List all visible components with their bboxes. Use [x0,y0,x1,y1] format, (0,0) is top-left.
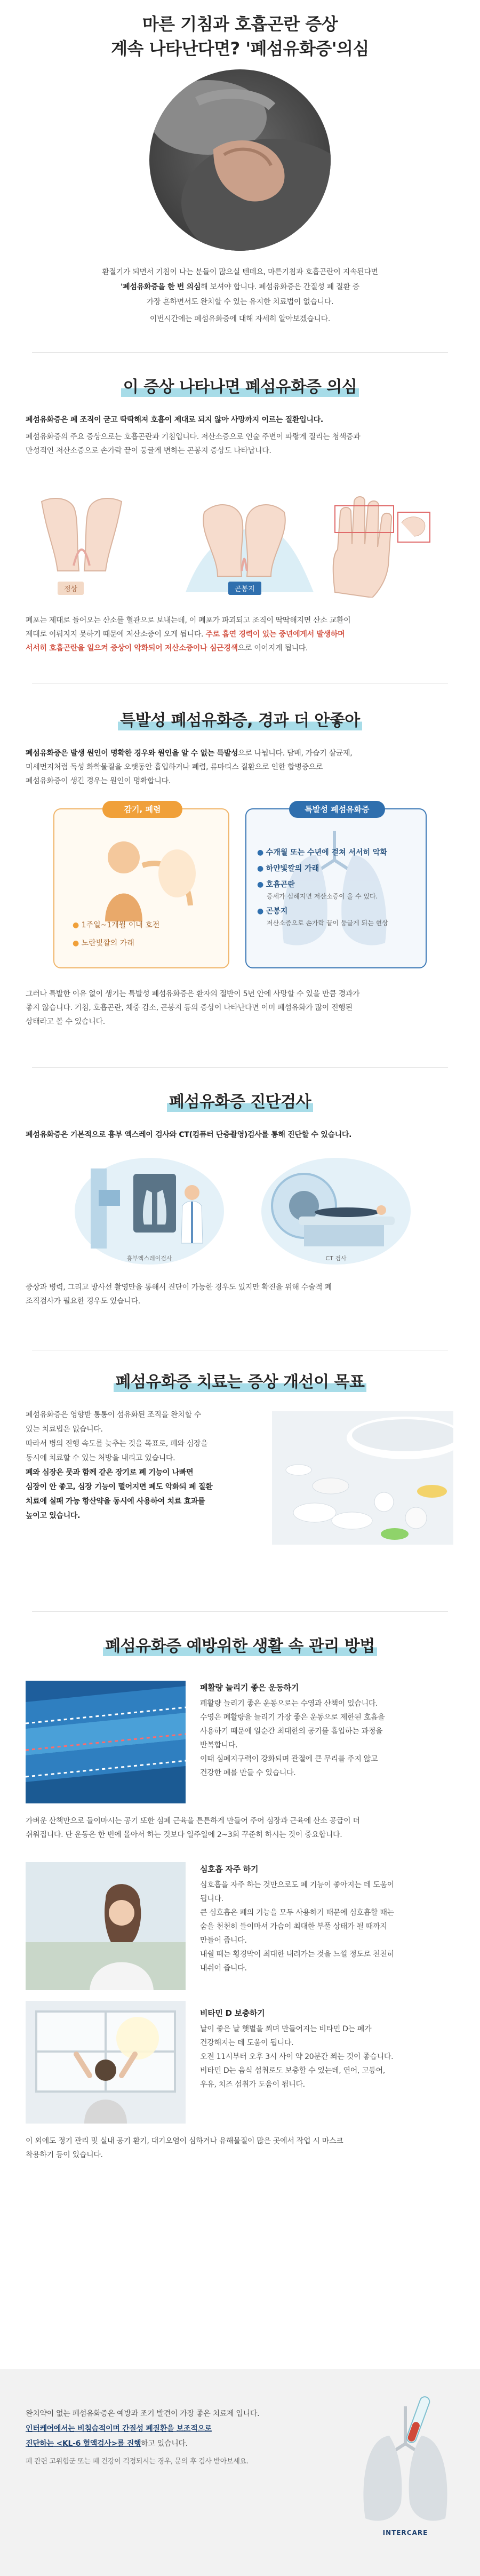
exercise-tip: 폐활량 늘리기 좋은 운동하기 폐활량 늘리기 좋은 운동으로는 수영과 산책이 있습니다. 수영은 폐활량을 늘리기 가장 좋은 운동으로 제한된 호흡을 사용하기 때문에 일순간 최대한의 공기를 흡입하는 과정을 반복합니다. 이때 심폐지구력이 강화되며 관절에 큰 무리를 주지 않고 건강한 폐를 만들 수 있습니다. [200,1683,385,1777]
other-tips-text: 이 외에도 정기 관리 및 실내 공기 환기, 대기오염이 심하거나 유해물질이 많은 곳에서 작업 시 마스크 착용하기 등이 있습니다. [26,2137,343,2159]
ct-illustration [256,1152,416,1270]
brand-logo: INTERCARE [382,2529,428,2537]
alveoli-text: 폐포는 제대로 들어오는 산소를 혈관으로 보내는데, 이 폐포가 파괴되고 조직이 딱딱해지면 산소 교환이 제대로 이뤄지지 못하기 때문에 저산소증이 오게 됩니다. 주로 흡연 경력이 있는 중년에게서 발생하며 서서히 호흡곤란을 일으켜 증상이 악화되어 저산소증이나 심근경색으로 이어지게 됩니다. [26,616,351,653]
hero-intro: 환절기가 되면서 기침이 나는 분들이 많으실 텐데요, 마른기침과 호흡곤란이 지속된다면 '폐섬유화증을 한 번 의심해 보셔야 합니다. 폐섬유화증은 간질성 폐 질환 중 가장 흔하면서도 완치할 수 있는 유지한 치료법이 없습니다. 이번시간에는 폐섬유화증에 대해 자세히 알아보겠습니다. [102,268,378,323]
ipf-item: ● 곤봉지 [257,907,288,916]
pills-image [272,1411,453,1545]
idiopathic-text: 폐섬유화증은 발생 원인이 명확한 경우와 원인을 알 수 없는 특발성으로 나뉩니다. 담배, 가습기 살균제, 미세먼지처럼 독성 화학물질을 오랫동안 흡입하거나 폐렴, 류마티스 질환으로 인한 합병증으로 폐섬유화증이 생긴 경우는 원인이 명확합니다. [26,749,353,785]
clubbing-label: 곤봉지 [228,582,261,595]
footer-text: 완치약이 없는 폐섬유화증은 예방과 조기 발견이 가장 좋은 치료제 입니다. 인터케어에서는 비침습적이며 간질성 폐질환을 보조적으로 진단하는 <KL-6 혈액검사>를 진행하고 있습니다. 폐 관련 고위험군 또는 폐 건강이 걱정되시는 경우, 문의 후 검사 받아보세요. [26,2410,260,2466]
divider [32,352,448,353]
hero-title: 마른 기침과 호흡곤란 증상 계속 나타난다면? '폐섬유화증'의심 [111,14,369,59]
ipf-list: ● 수개월 또는 수년에 걸쳐 서서히 악화 ● 하얀빛깔의 가래 ● 호흡곤란 증세가 심해지면 저산소증이 올 수 있다. ● 곤봉지 저산소증으로 손가락 끝이 둥글게 되는 현상 [257,845,417,928]
ipf-item: ● 하얀빛깔의 가래 [257,864,319,873]
symptom-text: 폐섬유화증은 폐 조직이 굳고 딱딱해져 호흡이 제대로 되지 않아 사망까지 이르는 질환입니다. 폐섬유화증의 주요 증상으로는 호흡곤란과 기침입니다. 저산소증으로 인술 주변이 파랗게 질리는 청색증과 만성적인 저산소증으로 손가락 끝이 둥글게 변하는 곤봉지 증상도 나타납니다. [26,416,361,455]
footer-illustration [352,2385,459,2545]
cold-person-icon [105,841,196,921]
ipf-item: ● 수개월 또는 수년에 걸쳐 서서히 악화 [257,848,387,857]
ct-caption: CT 검사 [325,1255,347,1262]
section-title: 이 증상 나타나면 폐섬유화증 의심 [0,373,480,397]
normal-finger-icon [42,498,122,571]
normal-label: 정상 [58,582,84,595]
ipf-badge: 특발성 폐섬유화증 [289,801,385,818]
footer-section [0,2369,480,2576]
idiopathic-prognosis-text: 그러나 특발한 이유 없이 생기는 특발성 폐섬유화증은 환자의 절반이 5년 안에 사망할 수 있을 만큼 경과가 좋지 않습니다. 기침, 호흡곤란, 체중 감소, 곤봉지 등의 증상이 나타난다면 이미 폐섬유화가 많이 진행된 상태라고 볼 수 있습니다. [26,990,360,1026]
hero-illustration [133,69,347,251]
hero-section [0,0,480,347]
cold-list [73,916,159,952]
idiopathic-section [0,707,480,1144]
section-title: 폐섬유화증 예방위한 생활 속 관리 방법 [0,1633,480,1656]
diagnosis-text: 폐섬유화증은 기본적으로 흉부 엑스레이 검사와 CT(컴퓨터 단층촬영)검사를 통해 진단할 수 있습니다. [26,1131,352,1139]
divider [32,1067,448,1068]
section-title: 특발성 폐섬유화증, 경과 더 안좋아 [0,707,480,730]
finger-comparison [26,491,458,598]
breathing-image [26,1862,186,1990]
cold-box [53,805,229,968]
walking-text: 가벼운 산책만으로 들이마시는 공기 또한 심폐 근육을 튼튼하게 만들어 주어 심장과 근육에 산소 공급이 더 쉬워집니다. 단 운동은 한 번에 몰아서 하는 것보다 일주일에 2~3회 꾸준히 하시는 것이 중요합니다. [26,1817,360,1839]
section-title: 폐섬유화증 치료는 증상 개선이 목표 [0,1369,480,1392]
cold-item: ● 1주일~1개월 이내 호전 [73,921,160,929]
cold-badge: 감기, 폐렴 [102,801,182,818]
biopsy-text: 증상과 병력, 그리고 방사선 촬영만을 통해서 진단이 가능한 경우도 있지만 확진을 위해 수술적 폐 조직검사가 필요한 경우도 있습니다. [26,1283,332,1306]
treatment-section [0,1369,480,1593]
hand-icon [333,497,430,598]
sunlight-image [26,2001,186,2124]
xray-illustration [69,1152,229,1270]
xray-caption: 흉부엑스레이검사 [126,1255,172,1262]
prevention-section [0,1633,480,2380]
swimming-image [26,1681,186,1803]
ipf-item: ● 호흡곤란 [257,880,295,889]
divider [32,1611,448,1612]
diagnosis-section [0,1088,480,1377]
cold-item: ● 노란빛깔의 가래 [73,939,134,948]
vitamin-d-tip: 비타민 D 보충하기 날이 좋은 날 햇볕을 쬐며 만들어지는 비타민 D는 폐가 건강해지는 데 도움이 됩니다. 오전 11시부터 오후 3시 사이 약 20분간 쬐는 것이 좋습니다. 비타민 D는 음식 섭취로도 보충할 수 있는데, 연어, 고등어, 우유, 치즈 섭취가 도움이 됩니다. [200,2008,394,2089]
treatment-text: 폐섬유화증은 영향받 통통이 섬유화된 조직을 완치할 수 있는 치료법은 없습니다. 따라서 병의 진행 속도를 늦추는 것을 목표로, 폐와 심장을 동시에 치료할 수 있는 처방을 내리고 있습니다. 폐와 심장은 뭇과 함께 같은 장기로 폐 기능이 나빠면 심장이 안 좋고, 심장 기능이 떨어지면 폐도 악화되 폐 질환 치료에 실패 가능 항산약을 동시에 사용하여 치료 효과를 높이고 있습니다. [26,1411,213,1520]
deep-breathing-tip: 심호흡 자주 하기 심호흡을 자주 하는 것만으로도 폐 기능이 좋아지는 데 도움이 됩니다. 큰 심호흡은 폐의 기능을 모두 사용하기 때문에 심호흡할 때는 숨을 천천히 들이마셔 가슴이 최대한 부풀 상태가 될 때까지 만들어 줍니다. 내쉴 때는 횡경막이 최대한 내려가는 것을 느낄 정도로 천천히 내쉬어 줍니다. [200,1864,394,1973]
ipf-box [245,805,427,968]
test-tube-icon [405,2396,431,2444]
lungs-icon [363,2406,447,2521]
section-title: 폐섬유화증 진단검사 [0,1088,480,1112]
